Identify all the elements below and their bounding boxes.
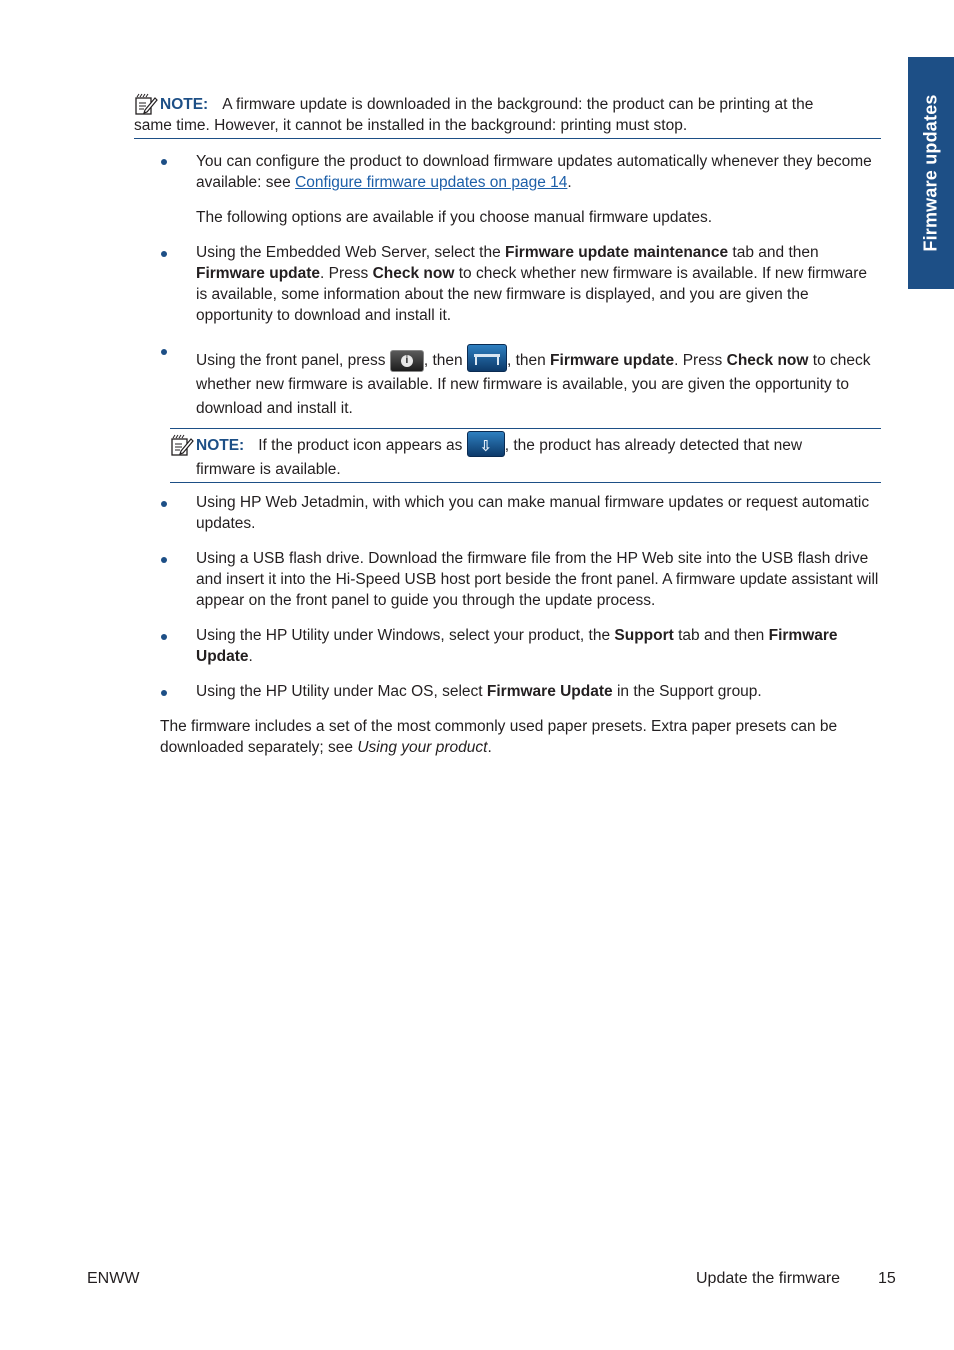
- list-item-text: .: [567, 174, 572, 191]
- note-box: [170, 428, 881, 483]
- configure-firmware-link[interactable]: Configure firmware updates on page 14: [295, 174, 568, 191]
- list-item-text: , then: [423, 352, 467, 369]
- note-text: If the product icon appears as: [258, 437, 467, 454]
- note-box: [134, 93, 881, 139]
- note-label: NOTE:: [160, 96, 209, 113]
- list-item-text: in the Support group.: [612, 683, 762, 700]
- footer-section: Update the firmware: [696, 1270, 841, 1287]
- list-item-text: . Press: [320, 265, 373, 282]
- bullet-dot: [161, 251, 167, 257]
- chapter-tab-label: Firmware updates: [920, 94, 941, 252]
- list-item-bold: Support: [614, 627, 674, 644]
- list-item-text: Using the Embedded Web Server, select the: [196, 244, 506, 261]
- closing-reference: Using your product: [357, 739, 488, 756]
- list-item-text: tab and then: [728, 244, 819, 261]
- list-item: [196, 344, 881, 421]
- note-icon: [170, 434, 194, 456]
- note-text: , the product has already detected that new: [504, 437, 803, 454]
- options-intro: The following options are available if you choose manual firmware updates.: [196, 209, 713, 226]
- footer-left: ENWW: [87, 1270, 140, 1287]
- list-item-text: . Press: [674, 352, 727, 369]
- bullet-dot: [161, 349, 167, 355]
- list-item-text: .: [248, 648, 253, 665]
- list-item-text: You can configure the product to download firmware updates automatically whenever they become available: see: [196, 153, 872, 191]
- list-item-bold: Check now: [726, 352, 809, 369]
- list-item: [196, 681, 881, 702]
- closing-paragraph: [160, 716, 881, 758]
- list-item-text: to check whether new firmware is available. If new firmware is available, some information about the new firmware is displayed, and you are given the opportunity to download and install it.: [196, 265, 868, 324]
- chapter-tab: [908, 57, 954, 289]
- list-item-text: tab and then: [673, 627, 769, 644]
- list-item-bold: Firmware update: [550, 352, 675, 369]
- page-number: 15: [878, 1270, 896, 1287]
- list-item-text: to check whether new firmware is available. If new firmware is available, you are given the opportunity to download and install it.: [196, 352, 871, 417]
- note-text-line1: A firmware update is downloaded in the background: the product can be printing at the: [222, 96, 814, 113]
- list-item: [196, 625, 881, 667]
- list-item-bold: Firmware Update: [486, 683, 613, 700]
- bullet-dot: [161, 690, 167, 696]
- bullet-dot: [161, 159, 167, 165]
- note-label: NOTE:: [196, 437, 245, 454]
- firmware-update-icon: ⇩: [467, 431, 505, 457]
- list-item-bold: Firmware update maintenance: [505, 244, 729, 261]
- info-icon: i: [390, 350, 424, 372]
- printer-icon: [467, 344, 507, 372]
- list-item-bold: Check now: [372, 265, 455, 282]
- list-item-bold: Firmware Update: [196, 627, 838, 665]
- note-text-line2: firmware is available.: [196, 461, 341, 478]
- note-icon: [134, 93, 158, 115]
- list-item-text: Using the front panel, press: [196, 352, 390, 369]
- list-item-text: Using the HP Utility under Windows, select your product, the: [196, 627, 615, 644]
- list-item-bold: Firmware update: [196, 265, 321, 282]
- list-item-text: , then: [506, 352, 551, 369]
- bullet-dot: [161, 557, 167, 563]
- list-item: [196, 242, 881, 326]
- list-item: [196, 151, 881, 193]
- list-item-text: Using the HP Utility under Mac OS, select: [196, 683, 487, 700]
- bullet-dot: [161, 501, 167, 507]
- list-item: Using HP Web Jetadmin, with which you can make manual firmware updates or request automatic updates.: [196, 494, 870, 532]
- closing-text: .: [487, 739, 492, 756]
- list-item: Using a USB flash drive. Download the firmware file from the HP Web site into the USB flash drive and insert it into the Hi-Speed USB host port beside the front panel. A firmware update assistant will appear on the front panel to guide you through the update process.: [196, 550, 879, 609]
- note-text-line2: same time. However, it cannot be installed in the background: printing must stop.: [134, 117, 688, 134]
- closing-text: The firmware includes a set of the most commonly used paper presets. Extra paper presets can be downloaded separately; see: [160, 718, 838, 756]
- bullet-dot: [161, 634, 167, 640]
